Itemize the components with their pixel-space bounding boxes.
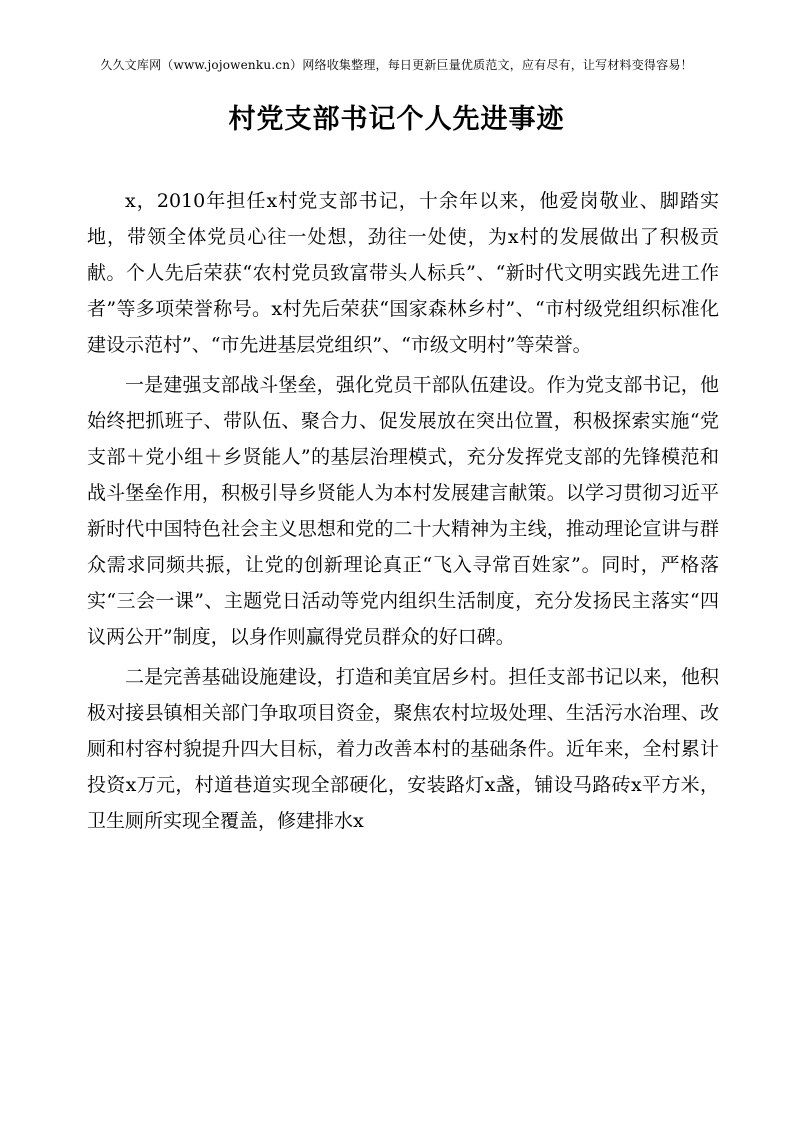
paragraph-infrastructure: 二是完善基础设施建设，打造和美宜居乡村。担任支部书记以来，他积极对接县镇相关部门争取项目资金，聚焦农村垃圾处理、生活污水治理、改厕和村容村貌提升四大目标，着力改善本村的基础条件。近年来，全村累计投资x万元，村道巷道实现全部硬化，安装路灯x盏，铺设马路砖x平方米，卫生厕所实现全覆盖，修建排水x [87, 666, 719, 832]
page-title: 村党支部书记个人先进事迹 [228, 104, 565, 135]
document-body [87, 183, 719, 843]
source-header-note: 久久文库网（www.jojowenku.cn）网络收集整理，每日更新巨量优质范文，应有尽有，让写材料变得容易！ [100, 58, 693, 72]
paragraph-party-building: 一是建强支部战斗堡垒，强化党员干部队伍建设。作为党支部书记，他始终把抓班子、带队伍、聚合力、促发展放在突出位置，积极探索实施“党支部＋党小组＋乡贤能人”的基层治理模式，充分发挥党支部的先锋模范和战斗堡垒作用，积极引导乡贤能人为本村发展建言献策。以学习贯彻习近平新时代中国特色社会主义思想和党的二十大精神为主线，推动理论宣讲与群众需求同频共振，让党的创新理论真正“飞入寻常百姓家”。同时，严格落实“三会一课”、主题党日活动等党内组织生活制度，充分发扬民主落实“四议两公开”制度，以身作则赢得党员群众的好口碑。 [87, 374, 719, 648]
paragraph-intro: x，2010年担任x村党支部书记，十余年以来，他爱岗敬业、脚踏实地，带领全体党员心往一处想，劲往一处使，为x村的发展做出了积极贡献。个人先后荣获“农村党员致富带头人标兵”、“新时代文明实践先进工作者”等多项荣誉称号。x村先后荣获“国家森林乡村”、“市村级党组织标准化建设示范村”、“市先进基层党组织”、“市级文明村”等荣誉。 [87, 190, 719, 356]
